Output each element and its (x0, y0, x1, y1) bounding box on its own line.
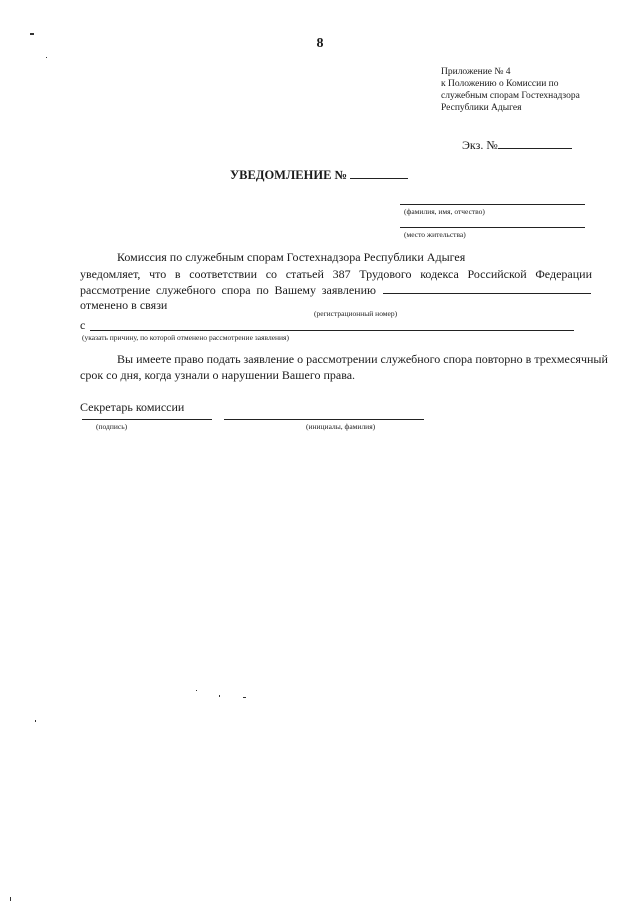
appendix-line: Приложение № 4 (441, 67, 511, 77)
residence-line (400, 227, 585, 228)
copy-number-label: Экз. № (462, 138, 498, 152)
signature-line (82, 419, 212, 420)
body-text: рассмотрение служебного спора по Вашему заявлению (80, 283, 376, 297)
copy-number (462, 138, 572, 153)
scan-speck (196, 690, 197, 691)
reason-line (90, 330, 574, 331)
scan-speck (10, 897, 11, 901)
appendix-line: служебным спорам Гостехнадзора (441, 91, 580, 101)
registration-number-caption: (регистрационный номер) (314, 309, 398, 318)
scan-speck (35, 720, 36, 722)
reason-caption: (указать причину, по которой отменено рассмотрение заявления) (82, 333, 290, 342)
scan-speck (46, 57, 47, 58)
full-name-caption: (фамилия, имя, отчество) (404, 207, 485, 216)
body-line: Комиссия по служебным спорам Гостехнадзора Республики Адыгея (117, 250, 466, 264)
title-number-blank (350, 178, 408, 179)
title-text: УВЕДОМЛЕНИЕ № (230, 168, 348, 182)
appendix-reference (441, 66, 631, 114)
copy-number-blank (498, 148, 572, 149)
body-line: отменено в связи (80, 298, 168, 312)
initials-line (224, 419, 424, 420)
body-line: Вы имеете право подать заявление о рассмотрении служебного спора повторно в трехмесячный (117, 352, 608, 366)
scan-speck (30, 33, 34, 35)
body-line: срок со дня, когда узнали о нарушении Вашего права. (80, 368, 356, 382)
full-name-line (400, 204, 585, 205)
signature-caption: (подпись) (96, 422, 128, 431)
appendix-line: к Положению о Комиссии по (441, 79, 559, 89)
appendix-line: Республики Адыгея (441, 103, 522, 113)
document-title (230, 168, 408, 183)
body-line-with-blank (80, 283, 592, 298)
scan-speck (243, 697, 246, 698)
secretary-label: Секретарь комиссии (80, 400, 185, 414)
body-line-prefix: с (80, 318, 86, 332)
scan-speck (219, 695, 220, 697)
initials-caption: (инициалы, фамилия) (306, 422, 376, 431)
body-line: уведомляет, что в соответствии со статьей 387 Трудового кодекса Российской Федерации (80, 267, 592, 281)
residence-caption: (место жительства) (404, 230, 466, 239)
application-number-blank (383, 293, 591, 294)
page-number: 8 (316, 36, 324, 51)
